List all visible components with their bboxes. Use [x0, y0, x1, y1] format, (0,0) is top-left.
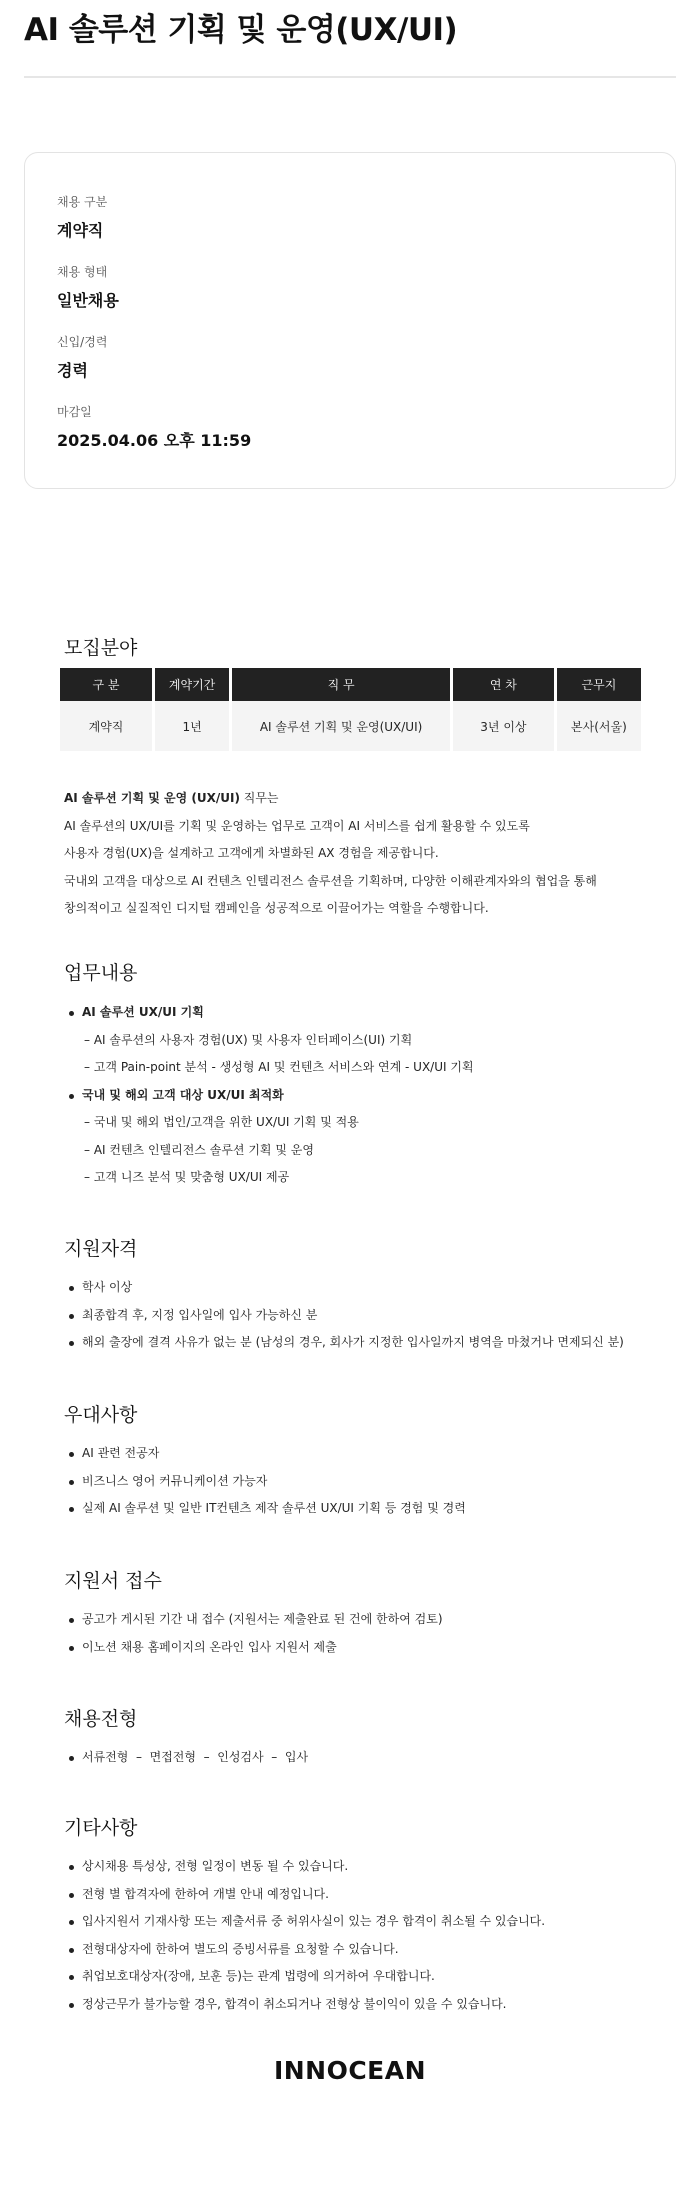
list-item: 취업보호대상자(장애, 보훈 등)는 관계 법령에 의거하여 우대합니다. — [64, 1963, 545, 1991]
table-header-cell: 구 분 — [60, 668, 152, 701]
list-item: 서류전형 – 면접전형 – 인성검사 – 입사 — [64, 1744, 308, 1772]
qualifications-list — [64, 1274, 624, 1357]
preferred-section-title: 우대사항 — [64, 1404, 138, 1426]
list-item: – 국내 및 해외 법인/고객을 위한 UX/UI 기획 및 적용 — [84, 1115, 359, 1129]
list-item: AI 솔루션 UX/UI 기획 — [64, 999, 474, 1027]
etc-list — [64, 1853, 545, 2018]
list-item: – AI 컨텐츠 인텔리전스 솔루션 기획 및 운영 — [84, 1142, 314, 1157]
job-introduction — [64, 785, 597, 923]
list-item: 전형 별 합격자에 한하여 개별 안내 예정입니다. — [64, 1881, 545, 1909]
deadline — [57, 403, 251, 451]
intro-line: 국내외 고객을 대상으로 AI 컨텐츠 인텔리전스 솔루션을 기획하며, 다양한 이해관계자와의 협업을 통해 — [64, 873, 597, 888]
list-item: 국내 및 해외 고객 대상 UX/UI 최적화 — [64, 1082, 474, 1110]
recruit-table-header-row — [60, 668, 641, 701]
application-list — [64, 1606, 443, 1661]
intro-role-name: AI 솔루션 기획 및 운영 (UX/UI) — [64, 791, 240, 805]
list-item: – AI 솔루션의 사용자 경험(UX) 및 사용자 인터페이스(UI) 기획 — [84, 1032, 413, 1047]
table-cell: 3년 이상 — [453, 701, 554, 751]
employment-category-label: 채용 구분 — [57, 195, 108, 209]
recruit-table — [57, 668, 644, 751]
table-header-cell: 연 차 — [453, 668, 554, 701]
employment-category — [57, 193, 107, 241]
employment-category-value: 계약직 — [57, 221, 104, 240]
table-cell: 본사(서울) — [557, 701, 641, 751]
page-title: AI 솔루션 기획 및 운영(UX/UI) — [24, 12, 458, 48]
deadline-value: 2025.04.06 오후 11:59 — [57, 431, 252, 450]
list-item: 상시채용 특성상, 전형 일정이 변동 될 수 있습니다. — [64, 1853, 545, 1881]
table-cell: 1년 — [155, 701, 229, 751]
application-section-title: 지원서 접수 — [64, 1570, 162, 1592]
list-item: 이노션 채용 홈페이지의 온라인 입사 지원서 제출 — [64, 1634, 443, 1662]
list-item: 실제 AI 솔루션 및 일반 IT컨텐츠 제작 솔루션 UX/UI 기획 등 경험 및 경력 — [64, 1495, 466, 1523]
table-cell: AI 솔루션 기획 및 운영(UX/UI) — [232, 701, 450, 751]
list-item: – 고객 Pain-point 분석 - 생성형 AI 및 컨텐츠 서비스와 연계 - UX/UI 기획 — [84, 1060, 474, 1074]
title-divider — [24, 76, 676, 78]
recruit-section-title: 모집분야 — [64, 637, 138, 659]
employment-type — [57, 263, 119, 311]
experience-level — [57, 333, 107, 381]
table-header-cell: 근무지 — [557, 668, 641, 701]
etc-section-title: 기타사항 — [64, 1817, 138, 1839]
intro-line — [64, 785, 597, 813]
qualifications-section-title: 지원자격 — [64, 1238, 138, 1260]
process-list — [64, 1744, 308, 1772]
table-header-cell: 직 무 — [232, 668, 450, 701]
duties-section-title: 업무내용 — [64, 962, 138, 984]
job-info-card — [24, 152, 676, 489]
list-item: 학사 이상 — [64, 1274, 624, 1302]
deadline-label: 마감일 — [57, 405, 92, 419]
list-item: – 고객 니즈 분석 및 맞춤형 UX/UI 제공 — [84, 1170, 290, 1184]
experience-level-label: 신입/경력 — [57, 335, 108, 349]
preferred-list — [64, 1440, 466, 1523]
list-item: 최종합격 후, 지정 입사일에 입사 가능하신 분 — [64, 1302, 624, 1330]
table-row — [60, 701, 641, 751]
intro-line: 사용자 경험(UX)을 설계하고 고객에게 차별화된 AX 경험을 제공합니다. — [64, 846, 439, 860]
employment-type-label: 채용 형태 — [57, 265, 108, 279]
duties-list — [64, 999, 474, 1192]
list-item: 입사지원서 기재사항 또는 제출서류 중 허위사실이 있는 경우 합격이 취소될 수 있습니다. — [64, 1908, 545, 1936]
list-item: 비즈니스 영어 커뮤니케이션 가능자 — [64, 1468, 466, 1496]
intro-line: 창의적이고 실질적인 디지털 캠페인을 성공적으로 이끌어가는 역할을 수행합니다. — [64, 901, 489, 915]
experience-level-value: 경력 — [57, 361, 88, 380]
innocean-logo: INNOCEAN — [273, 2056, 427, 2085]
list-item: 전형대상자에 한하여 별도의 증빙서류를 요청할 수 있습니다. — [64, 1936, 545, 1964]
intro-line: AI 솔루션의 UX/UI를 기획 및 운영하는 업무로 고객이 AI 서비스를 쉽게 활용할 수 있도록 — [64, 818, 530, 833]
list-item: AI 관련 전공자 — [64, 1440, 466, 1468]
list-item: 정상근무가 불가능할 경우, 합격이 취소되거나 전형상 불이익이 있을 수 있습니다. — [64, 1991, 545, 2019]
process-section-title: 채용전형 — [64, 1708, 138, 1730]
intro-role-suffix: 직무는 — [239, 791, 279, 805]
list-item: 해외 출장에 결격 사유가 없는 분 (남성의 경우, 회사가 지정한 입사일까지 병역을 마쳤거나 면제되신 분) — [64, 1329, 624, 1357]
employment-type-value: 일반채용 — [57, 291, 119, 310]
list-item: 공고가 게시된 기간 내 접수 (지원서는 제출완료 된 건에 한하여 검토) — [64, 1606, 443, 1634]
table-cell: 계약직 — [60, 701, 152, 751]
table-header-cell: 계약기간 — [155, 668, 229, 701]
